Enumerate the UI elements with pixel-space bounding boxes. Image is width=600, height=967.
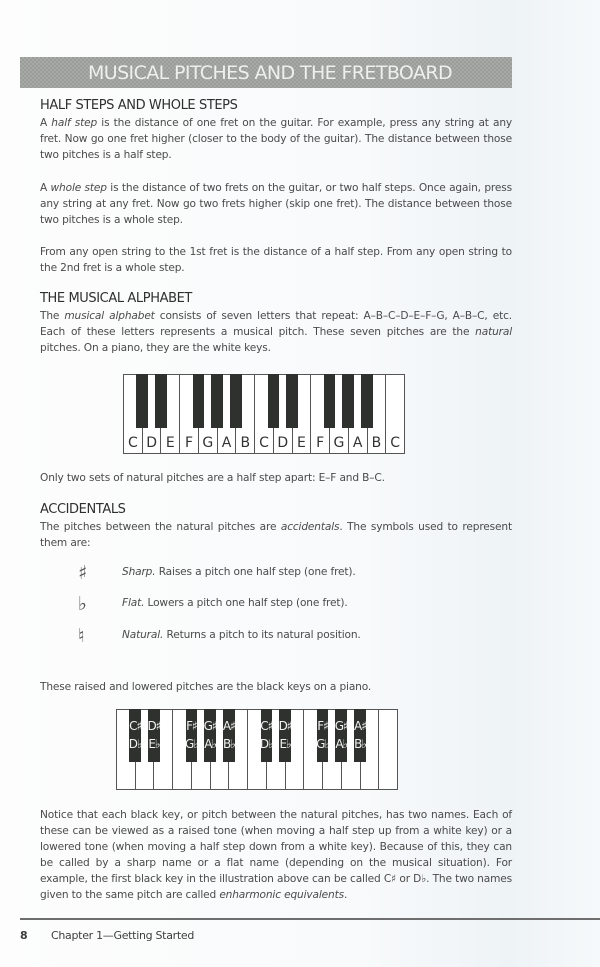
black-key-label: G♯ (203, 719, 217, 733)
black-key (324, 374, 336, 428)
white-key-label: C (127, 435, 138, 451)
text: Returns a pitch to its natural position. (163, 629, 361, 641)
black-key-label: B♭ (354, 737, 366, 751)
page-number: 8 (20, 929, 28, 942)
black-key (361, 374, 373, 428)
white-key (378, 709, 398, 790)
white-key-label: D (277, 435, 289, 451)
term-half-step: half step (51, 117, 98, 129)
white-key-label: E (165, 435, 175, 451)
white-key-label: F (316, 435, 325, 451)
black-key (286, 374, 298, 428)
paragraph-musical-alphabet (40, 308, 512, 356)
text: The (40, 310, 65, 322)
paragraph-half-step-pairs: Only two sets of natural pitches are a half step apart: E–F and B–C. (40, 472, 385, 484)
white-key-label: F (185, 435, 194, 451)
text: is the distance of two frets on the guitar, or two half steps. Once again, press any string at any fret. Now go two frets higher (skip one fret). The distance between those two pitches is a whole step. (40, 182, 512, 226)
white-key-label: G (202, 435, 214, 451)
paragraph-black-keys: These raised and lowered pitches are the black keys on a piano. (40, 681, 372, 693)
white-key-label: C (259, 435, 269, 451)
black-key-label: D♭ (259, 737, 273, 751)
black-key-label: B♭ (222, 737, 235, 751)
black-key (317, 709, 329, 762)
black-key (268, 374, 280, 428)
flat-icon: ♭ (78, 593, 87, 615)
paragraph-half-step (40, 115, 512, 163)
piano-keyboard-accidentals (116, 709, 397, 790)
black-key (136, 374, 148, 428)
text: Notice that each black key, or pitch between the natural pitches, has two names. Each of these can be viewed as a raised tone (when moving a half step up from a white key) or a lowered tone (when moving a half step down from a white key). Because of this, they can be called by a sharp name or a flat name (depending on the musical situation). For example, the first black key in the illustration above can be called C♯ or D♭. The two names given to the same pitch are called (40, 809, 512, 901)
black-key-label: G♭ (316, 737, 330, 751)
black-key (279, 709, 291, 762)
heading-accidentals: ACCIDENTALS (40, 502, 126, 517)
term-natural: natural (475, 326, 512, 338)
text: The pitches between the natural pitches are (40, 521, 281, 533)
black-key (261, 709, 273, 762)
black-key-label: D♯ (147, 719, 161, 733)
black-key (335, 709, 347, 762)
accidental-description (122, 629, 361, 641)
black-key-label: F♯ (186, 719, 197, 733)
black-key-label: G♭ (184, 737, 198, 751)
black-key (342, 374, 354, 428)
black-key (223, 709, 235, 762)
white-key-label: B (371, 435, 382, 451)
black-key (193, 374, 205, 428)
black-key (204, 709, 216, 762)
accidental-description (122, 566, 356, 578)
white-key-label: A (221, 435, 232, 451)
heading-half-whole-steps: HALF STEPS AND WHOLE STEPS (40, 98, 238, 113)
black-key (211, 374, 223, 428)
text: pitches. On a piano, they are the white keys. (40, 342, 271, 354)
black-key-label: C♯ (129, 719, 142, 733)
white-key (385, 374, 405, 454)
black-key-label: G♯ (334, 719, 348, 733)
text: A (40, 182, 51, 194)
white-key-label: A (352, 435, 363, 451)
piano-keyboard-naturals (123, 374, 404, 454)
black-key-label: F♯ (317, 719, 328, 733)
footer-divider (20, 918, 600, 920)
term-musical-alphabet: musical alphabet (64, 310, 155, 322)
natural-icon: ♮ (78, 625, 85, 647)
heading-musical-alphabet: THE MUSICAL ALPHABET (40, 291, 192, 306)
text: consists of seven letters that repeat: A–B–C–D–E–F–G, A–B–C, etc. Each of these letters represents a musical pitch. These seven pitches are the (40, 310, 512, 338)
black-key (148, 709, 160, 762)
banner-title: MUSICAL PITCHES AND THE FRETBOARD (88, 61, 452, 84)
black-key-label: D♯ (278, 719, 292, 733)
text: is the distance of one fret on the guitar. For example, press any string at any fret. Now go one fret higher (closer to the body of the guitar). The distance between those two pitches is a half step. (40, 117, 512, 161)
accidental-name: Natural. (122, 629, 164, 641)
term-accidentals: accidentals (280, 521, 340, 533)
section-banner (20, 57, 512, 88)
paragraph-whole-step (40, 180, 512, 228)
text: Raises a pitch one half step (one fret). (155, 566, 356, 578)
term-enharmonic-equivalents: enharmonic equivalents (219, 889, 344, 901)
text: . The symbols used to represent them are: (40, 521, 512, 549)
black-key (155, 374, 167, 428)
paragraph-open-string: From any open string to the 1st fret is the distance of a half step. From any open string to the 2nd fret is a whole step. (40, 246, 512, 274)
white-key-label: D (146, 435, 157, 451)
black-key-label: C♯ (260, 719, 273, 733)
white-key-label: E (297, 435, 306, 451)
black-key-label: A♯ (222, 719, 235, 733)
black-key (354, 709, 366, 762)
term-whole-step: whole step (50, 182, 107, 194)
black-key (230, 374, 242, 428)
text: Lowers a pitch one half step (one fret). (144, 597, 348, 609)
text: . (343, 889, 348, 901)
black-key-label: A♭ (204, 737, 217, 751)
black-key-label: E♭ (279, 737, 291, 751)
accidental-name: Flat. (122, 597, 145, 609)
white-key-label: G (333, 435, 345, 451)
white-key-label: C (390, 435, 401, 451)
black-key-label: A♭ (335, 737, 348, 751)
sharp-icon: ♯ (78, 562, 88, 584)
paragraph-accidentals (40, 519, 512, 551)
accidental-description (122, 597, 348, 609)
black-key-label: D♭ (128, 737, 142, 751)
text: A (40, 117, 52, 129)
accidental-name: Sharp. (122, 566, 156, 578)
black-key (186, 709, 198, 762)
paragraph-enharmonic (40, 807, 512, 903)
black-key (129, 709, 141, 762)
white-key-label: B (240, 435, 251, 451)
chapter-title: Chapter 1—Getting Started (51, 929, 195, 942)
black-key-label: A♯ (354, 719, 367, 733)
black-key-label: E♭ (148, 737, 160, 751)
